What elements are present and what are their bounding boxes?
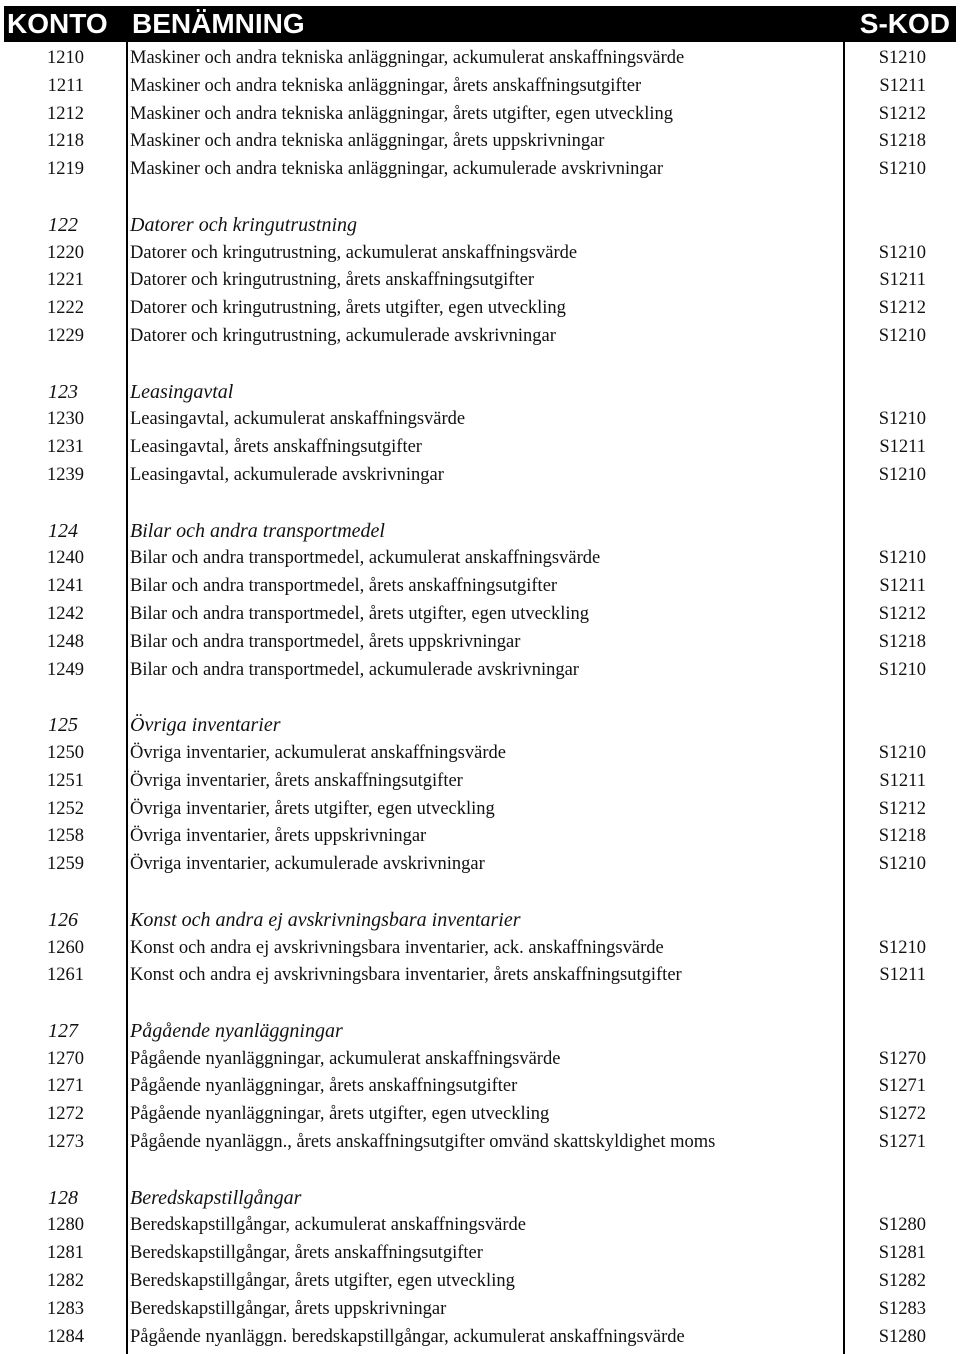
account-number: 1281 [47,1243,84,1264]
account-number: 1272 [47,1104,84,1125]
s-code: S1282 [878,1271,926,1292]
table-header [4,6,956,42]
table-row [4,128,956,156]
s-code: S1211 [879,270,926,291]
header-skod: S-KOD [859,8,950,39]
account-number: 1242 [47,603,84,624]
s-code: S1280 [878,1215,926,1236]
account-name: Maskiner och andra tekniska anläggningar, ackumulerade avskrivningar [130,159,663,180]
table-row [4,1129,956,1157]
account-number: 1273 [47,1132,84,1153]
account-name: Datorer och kringutrustning [130,213,358,236]
account-number: 1282 [47,1271,84,1292]
account-name: Konst och andra ej avskrivningsbara inventarier [130,908,521,931]
account-number: 1249 [47,659,84,680]
account-number: 1250 [47,742,84,763]
account-number: 1211 [47,75,84,96]
account-number: 123 [48,380,78,403]
account-name: Övriga inventarier, årets anskaffningsutgifter [130,770,463,791]
spacer-row [4,351,956,379]
s-code: S1271 [878,1076,926,1097]
table-row [4,1046,956,1074]
account-name: Pågående nyanläggn., årets anskaffningsutgifter omvänd skattskyldighet moms [130,1132,716,1153]
s-code: S1212 [878,798,926,819]
account-number: 1218 [47,131,84,152]
account-name: Maskiner och andra tekniska anläggningar, årets utgifter, egen utveckling [130,103,674,124]
account-name: Övriga inventarier, årets uppskrivningar [130,826,427,847]
table-row [4,962,956,990]
group-heading-row [4,907,956,935]
account-name: Övriga inventarier [130,714,281,737]
table-row [4,45,956,73]
account-name: Beredskapstillgångar, årets uppskrivningar [130,1298,447,1319]
account-name: Bilar och andra transportmedel, årets utgifter, egen utveckling [130,603,590,624]
s-code: S1270 [878,1048,926,1069]
account-name: Beredskapstillgångar, årets anskaffningsutgifter [130,1243,483,1264]
account-number: 1251 [47,770,84,791]
table-row [4,101,956,129]
s-code: S1210 [878,742,926,763]
table-body [4,45,956,1351]
s-code: S1210 [878,325,926,346]
table-row [4,740,956,768]
s-code: S1212 [878,103,926,124]
account-number: 1239 [47,464,84,485]
account-name: Leasingavtal, ackumulerat anskaffningsvärde [130,409,466,430]
s-code: S1210 [878,937,926,958]
account-table [4,6,956,1354]
account-name: Konst och andra ej avskrivningsbara inventarier, årets anskaffningsutgifter [130,965,682,986]
account-number: 1283 [47,1298,84,1319]
account-number: 1271 [47,1076,84,1097]
account-name: Beredskapstillgångar, årets utgifter, egen utveckling [130,1271,515,1292]
table-row [4,573,956,601]
account-name: Bilar och andra transportmedel, ackumulerade avskrivningar [130,659,579,680]
account-name: Pågående nyanläggn. beredskapstillgångar, ackumulerat anskaffningsvärde [130,1326,685,1347]
spacer-row [4,990,956,1018]
s-code: S1210 [878,159,926,180]
spacer-row [4,490,956,518]
group-heading-row [4,1018,956,1046]
table-row [4,545,956,573]
account-number: 1212 [47,103,84,124]
table-row [4,657,956,685]
account-name: Övriga inventarier, ackumulerat anskaffningsvärde [130,742,506,763]
account-name: Datorer och kringutrustning, ackumulerat anskaffningsvärde [130,242,578,263]
s-code: S1210 [878,242,926,263]
account-number: 1222 [47,298,84,319]
account-number: 1280 [47,1215,84,1236]
account-number: 124 [48,519,78,542]
account-number: 1219 [47,159,84,180]
account-name: Datorer och kringutrustning, årets anskaffningsutgifter [130,270,534,291]
table-row [4,73,956,101]
account-name: Maskiner och andra tekniska anläggningar, årets uppskrivningar [130,131,605,152]
table-row [4,1212,956,1240]
s-code: S1271 [878,1132,926,1153]
account-number: 126 [48,908,78,931]
account-name: Pågående nyanläggningar, årets anskaffningsutgifter [130,1076,518,1097]
s-code: S1218 [878,631,926,652]
s-code: S1212 [878,298,926,319]
table-row [4,601,956,629]
account-name: Datorer och kringutrustning, ackumulerade avskrivningar [130,325,556,346]
table-row [4,1101,956,1129]
account-number: 1221 [47,270,84,291]
account-name: Pågående nyanläggningar, ackumulerat anskaffningsvärde [130,1048,561,1069]
account-name: Övriga inventarier, årets utgifter, egen utveckling [130,798,495,819]
table-row [4,796,956,824]
account-number: 1229 [47,325,84,346]
account-name: Datorer och kringutrustning, årets utgifter, egen utveckling [130,298,566,319]
account-number: 1284 [47,1326,84,1347]
table-row [4,851,956,879]
table-row [4,156,956,184]
s-code: S1210 [878,48,926,68]
table-row [4,768,956,796]
account-name: Bilar och andra transportmedel, ackumulerat anskaffningsvärde [130,548,601,569]
account-number: 1260 [47,937,84,958]
s-code: S1281 [878,1243,926,1264]
group-heading-row [4,1185,956,1213]
s-code: S1210 [878,464,926,485]
table-row [4,629,956,657]
account-name: Bilar och andra transportmedel, årets anskaffningsutgifter [130,576,558,597]
table-row [4,434,956,462]
s-code: S1210 [878,409,926,430]
account-number: 1259 [47,854,84,875]
account-name: Bilar och andra transportmedel, årets uppskrivningar [130,631,521,652]
account-number: 125 [48,714,78,737]
table-row [4,295,956,323]
account-name: Leasingavtal, ackumulerade avskrivningar [130,464,444,485]
table-row [4,267,956,295]
account-name: Beredskapstillgångar, ackumulerat anskaffningsvärde [130,1215,527,1236]
s-code: S1212 [878,603,926,624]
account-name: Konst och andra ej avskrivningsbara inventarier, ack. anskaffningsvärde [130,937,664,958]
table-row [4,935,956,963]
table-row [4,1296,956,1324]
account-name: Övriga inventarier, ackumulerade avskrivningar [130,854,485,875]
s-code: S1210 [878,854,926,875]
s-code: S1283 [878,1298,926,1319]
spacer-row [4,184,956,212]
table-row [4,1268,956,1296]
account-number: 1252 [47,798,84,819]
account-number: 127 [48,1019,78,1042]
header-konto: KONTO [7,8,108,39]
spacer-row [4,1157,956,1185]
account-number: 1220 [47,242,84,263]
account-name: Maskiner och andra tekniska anläggningar, årets anskaffningsutgifter [130,75,642,96]
s-code: S1218 [878,131,926,152]
s-code: S1211 [879,576,926,597]
group-heading-row [4,712,956,740]
account-number: 1241 [47,576,84,597]
account-number: 1240 [47,548,84,569]
account-number: 122 [48,213,78,236]
s-code: S1211 [879,75,926,96]
account-number: 1258 [47,826,84,847]
account-number: 128 [48,1186,78,1209]
s-code: S1210 [878,548,926,569]
table-row [4,1240,956,1268]
account-name: Bilar och andra transportmedel [130,519,385,542]
spacer-row [4,879,956,907]
table-row [4,462,956,490]
account-number: 1230 [47,409,84,430]
table-row [4,1324,956,1352]
spacer-row [4,684,956,712]
s-code: S1211 [879,437,926,458]
group-heading-row [4,379,956,407]
table-row [4,323,956,351]
s-code: S1211 [879,965,926,986]
account-number: 1210 [47,48,84,68]
s-code: S1210 [878,659,926,680]
account-number: 1270 [47,1048,84,1069]
s-code: S1280 [878,1326,926,1347]
s-code: S1218 [878,826,926,847]
group-heading-row [4,518,956,546]
account-name: Pågående nyanläggningar, årets utgifter, egen utveckling [130,1104,550,1125]
account-name: Pågående nyanläggningar [130,1019,343,1042]
account-number: 1231 [47,437,84,458]
group-heading-row [4,212,956,240]
table-row [4,823,956,851]
account-number: 1248 [47,631,84,652]
account-number: 1261 [47,965,84,986]
table-row [4,1073,956,1101]
table-row [4,406,956,434]
account-name: Leasingavtal [130,380,234,403]
table-row [4,240,956,268]
account-name: Leasingavtal, årets anskaffningsutgifter [130,437,422,458]
s-code: S1211 [879,770,926,791]
header-benamning: BENÄMNING [132,8,305,39]
account-name: Beredskapstillgångar [130,1186,302,1209]
account-name: Maskiner och andra tekniska anläggningar, ackumulerat anskaffningsvärde [130,48,685,68]
s-code: S1272 [878,1104,926,1125]
